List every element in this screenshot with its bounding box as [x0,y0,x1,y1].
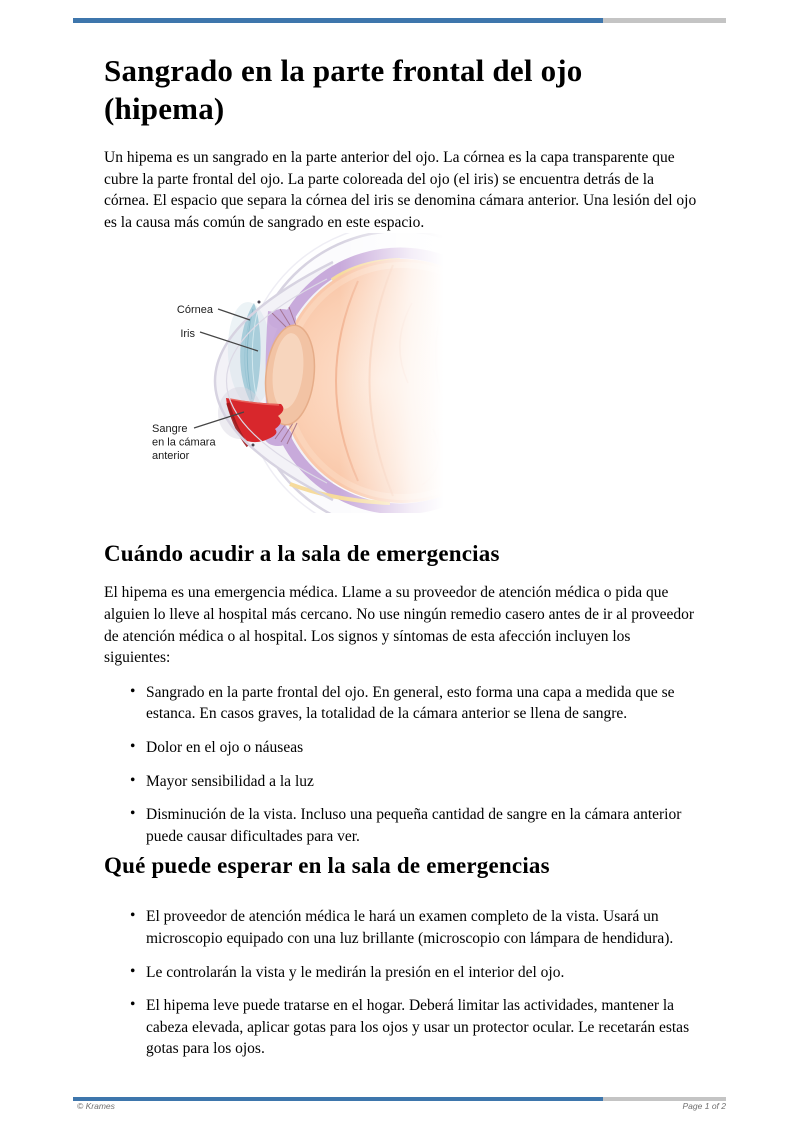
bullet-item: • Dolor en el ojo o náuseas [146,737,698,759]
section-heading-emergency: Cuándo acudir a la sala de emergencias [104,541,500,567]
bullet-item: • Sangrado en la parte frontal del ojo. En general, esto forma una capa a medida que se estanca. En casos graves, la totalidad de la cámara anterior se llena de sangre. [146,682,698,725]
page-title: Sangrado en la parte frontal del ojo (hipema) [104,53,583,126]
copyright-text: © Krames [77,1101,115,1111]
blood-label-line3: anterior [152,450,190,463]
intro-paragraph: Un hipema es un sangrado en la parte anterior del ojo. La córnea es la capa transparente que cubre la parte frontal del ojo. La parte coloreada del ojo (el iris) se encuentra detrás de la córnea. El espacio que separa la córnea del iris se denomina cámara anterior. Una lesión del ojo es la causa más común de sangrado en este espacio. [104,149,697,231]
emergency-paragraph: El hipema es una emergencia médica. Llame a su proveedor de atención médica o pida que alguien lo lleve al hospital más cercano. No use ningún remedio casero antes de ir al proveedor de atención médica o al hospital. Los signos y síntomas de esta afección incluyen los siguientes: [104,584,695,667]
blood-label-line1: Sangre [152,423,188,436]
page-number-text: Page 1 of 2 [682,1101,726,1111]
eye-illustration [150,233,465,513]
bullet-item: • El proveedor de atención médica le hará un examen completo de la vista. Usará un microscopio equipado con una luz brillante (microscopio con lámpara de hendidura). [146,906,698,949]
bullet-item: • El hipema leve puede tratarse en el hogar. Deberá limitar las actividades, mantener la cabeza elevada, aplicar gotas para los ojos y usar un protector ocular. Le recetarán estas gotas para los ojos. [146,995,698,1060]
cornea-label: Córnea [176,304,213,317]
section-heading-expectations: Qué puede esperar en la sala de emergencias [104,853,550,879]
bullet-item: • Le controlarán la vista y le medirán la presión en el interior del ojo. [146,962,698,984]
page-footer [73,1101,726,1111]
eye-illustration-svg [150,233,465,513]
iris-label: Iris [180,328,195,341]
bullet-item: • Disminución de la vista. Incluso una pequeña cantidad de sangre en la cámara anterior puede causar dificultades para ver. [146,804,698,847]
upper-limbus-dot [258,301,261,304]
document-body [104,0,698,1060]
fade-overlay [340,233,465,513]
expectations-list [104,906,698,1060]
blood-label-line2: en la cámara [152,436,216,449]
bullet-item: • Mayor sensibilidad a la luz [146,771,698,793]
symptoms-list [104,682,698,848]
